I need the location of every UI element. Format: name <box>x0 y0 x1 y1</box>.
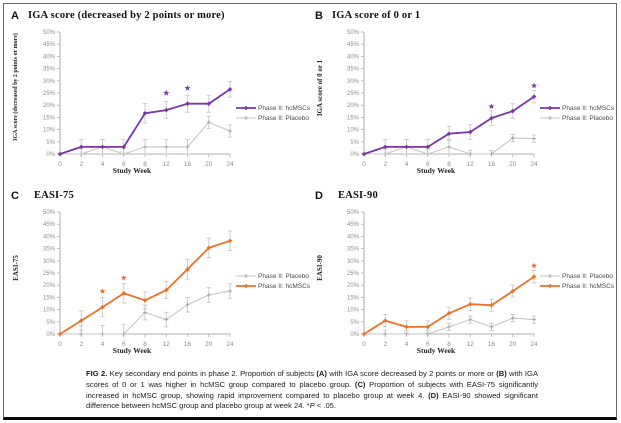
y-tick-label: 30% <box>42 258 55 265</box>
y-tick-label: 0% <box>46 332 55 338</box>
caption-segment: (D) <box>428 390 439 400</box>
x-tick-label: 24 <box>226 341 234 348</box>
y-tick-label: 5% <box>46 139 55 146</box>
panel-title: IGA score of 0 or 1 <box>332 10 421 21</box>
y-tick-label: 0% <box>350 152 359 158</box>
y-axis-label: IGA score (decreased by 2 points or more) <box>13 33 19 141</box>
x-tick-label: 0 <box>362 161 366 168</box>
x-tick-label: 20 <box>205 341 213 348</box>
line-chart-d <box>334 206 540 352</box>
legend-marker-icon <box>540 282 560 290</box>
significance-star <box>163 90 169 96</box>
legend-entry-placebo <box>236 114 310 122</box>
panel-c-easi-75 <box>8 186 311 364</box>
x-tick-label: 6 <box>121 341 126 348</box>
y-axis-label: EASI-75 <box>12 255 20 281</box>
x-tick-label: 8 <box>143 161 147 168</box>
significance-star <box>185 85 191 91</box>
legend <box>236 102 310 124</box>
data-point-marker <box>164 108 169 113</box>
x-tick-label: 4 <box>404 161 409 168</box>
data-point-marker <box>447 145 451 149</box>
legend-marker-icon <box>540 114 560 122</box>
y-tick-label: 25% <box>346 91 359 97</box>
x-axis-label: Study Week <box>112 346 152 355</box>
data-point-marker <box>447 325 451 329</box>
legend-marker-icon <box>540 272 560 280</box>
data-point-marker <box>404 145 409 150</box>
data-point-marker <box>228 289 232 293</box>
y-axis-label: IGA score of 0 or 1 <box>316 59 324 117</box>
y-tick-label: 10% <box>346 307 359 314</box>
legend-label: Phase II: hcMSCs <box>562 104 615 112</box>
legend-entry-placebo <box>540 114 614 122</box>
line-chart-c <box>30 206 236 352</box>
x-tick-label: 24 <box>226 161 234 168</box>
y-tick-label: 50% <box>42 30 55 36</box>
y-tick-label: 45% <box>42 42 55 49</box>
line-chart-a <box>30 26 236 172</box>
legend <box>236 270 310 292</box>
x-tick-label: 2 <box>79 341 84 348</box>
panel-a-iga-decreased <box>8 6 311 184</box>
x-tick-label: 4 <box>100 341 105 348</box>
data-point-marker <box>244 116 248 120</box>
data-point-marker <box>143 145 147 149</box>
data-point-marker <box>548 116 552 120</box>
significance-star <box>531 83 537 89</box>
data-point-marker <box>404 325 409 330</box>
x-tick-label: 24 <box>530 161 538 168</box>
panel-title: EASI-90 <box>338 190 378 201</box>
x-axis-label: Study Week <box>416 166 456 175</box>
y-tick-label: 10% <box>346 127 359 134</box>
panel-title: IGA score (decreased by 2 points or more) <box>28 10 225 21</box>
x-tick-label: 20 <box>205 161 213 168</box>
legend-entry-placebo <box>540 272 614 280</box>
caption-segment: (B) <box>496 369 507 378</box>
x-tick-label: 12 <box>162 341 170 348</box>
data-point-marker <box>79 332 83 336</box>
y-tick-label: 50% <box>42 210 55 216</box>
y-tick-label: 40% <box>42 234 55 241</box>
x-tick-label: 16 <box>487 341 496 348</box>
data-point-marker <box>100 145 105 150</box>
data-point-marker <box>244 106 249 111</box>
panel-letter: B <box>315 10 323 22</box>
y-tick-label: 15% <box>346 295 359 302</box>
y-tick-label: 40% <box>42 54 55 61</box>
x-tick-label: 12 <box>466 161 474 168</box>
x-tick-label: 20 <box>509 161 517 168</box>
legend-label: Phase II: Placebo <box>562 272 613 280</box>
legend-label: Phase II: hcMSCs <box>562 282 615 290</box>
significance-star <box>489 103 495 109</box>
x-tick-label: 16 <box>183 161 192 168</box>
data-point-marker <box>228 129 232 133</box>
legend-entry-hcmsc <box>236 282 310 290</box>
x-tick-label: 12 <box>466 341 474 348</box>
y-tick-label: 0% <box>350 332 359 338</box>
y-tick-label: 35% <box>42 66 55 73</box>
x-tick-label: 6 <box>425 161 430 168</box>
legend-label: Phase II: Placebo <box>258 114 309 122</box>
significance-star <box>100 288 106 294</box>
y-tick-label: 30% <box>42 78 55 85</box>
y-tick-label: 45% <box>42 222 55 229</box>
panel-d-easi-90 <box>312 186 615 364</box>
y-tick-label: 15% <box>42 115 55 122</box>
y-tick-label: 40% <box>346 54 359 61</box>
y-tick-label: 35% <box>346 66 359 73</box>
data-point-marker <box>244 274 248 278</box>
caption-segment: < .05. <box>314 401 337 411</box>
data-point-marker <box>207 293 211 297</box>
y-tick-label: 5% <box>46 319 55 326</box>
data-point-marker <box>383 145 388 150</box>
x-axis-label: Study Week <box>112 166 152 175</box>
panel-letter: D <box>315 190 323 202</box>
y-tick-label: 10% <box>42 127 55 134</box>
data-point-marker <box>101 332 105 336</box>
caption-segment: (A) <box>316 369 327 378</box>
y-tick-label: 35% <box>346 246 359 253</box>
significance-star <box>121 275 127 281</box>
y-tick-label: 25% <box>42 91 55 97</box>
data-point-marker <box>185 101 190 106</box>
y-tick-label: 0% <box>46 152 55 158</box>
x-tick-label: 0 <box>362 341 366 348</box>
x-tick-label: 20 <box>509 341 517 348</box>
legend-entry-placebo <box>236 272 310 280</box>
x-tick-label: 8 <box>447 341 451 348</box>
x-tick-label: 6 <box>425 341 430 348</box>
line-chart-b <box>334 26 540 172</box>
caption-segment: with IGA score decreased by 2 points or more or <box>326 369 497 378</box>
data-point-marker <box>548 106 553 111</box>
y-tick-label: 20% <box>42 283 55 290</box>
panel-letter: C <box>11 190 19 202</box>
y-tick-label: 15% <box>42 295 55 302</box>
x-tick-label: 2 <box>383 341 388 348</box>
caption-segment: (C) <box>354 379 366 389</box>
x-tick-label: 4 <box>404 341 409 348</box>
data-point-marker <box>58 152 63 157</box>
caption-segment: Proportion of subjects with EASI-75 significantly increased in hcMSC group, showing rapid improvement compared to placebo group at week 4. <box>86 379 538 400</box>
x-tick-label: 0 <box>58 161 62 168</box>
legend-marker-icon <box>236 104 256 112</box>
data-point-marker <box>244 284 249 289</box>
legend <box>540 270 614 292</box>
caption-segment: Key secondary end points in phase 2. Proportion of subjects <box>107 369 317 378</box>
y-tick-label: 20% <box>42 103 55 110</box>
y-tick-label: 50% <box>346 30 359 36</box>
caption-segment: P <box>309 401 315 411</box>
y-tick-label: 45% <box>346 42 359 49</box>
data-point-marker <box>164 145 168 149</box>
x-axis-label: Study Week <box>416 346 456 355</box>
x-tick-label: 16 <box>487 161 496 168</box>
data-point-marker <box>362 152 367 157</box>
legend-entry-hcmsc <box>236 104 310 112</box>
y-tick-label: 15% <box>346 115 359 122</box>
x-tick-label: 8 <box>447 161 451 168</box>
y-tick-label: 30% <box>346 258 359 265</box>
panel-letter: A <box>11 10 19 22</box>
y-tick-label: 40% <box>346 234 359 241</box>
x-tick-label: 4 <box>100 161 105 168</box>
legend-marker-icon <box>236 272 256 280</box>
legend-entry-hcmsc <box>540 282 614 290</box>
significance-star <box>531 263 537 269</box>
y-tick-label: 20% <box>346 103 359 110</box>
y-tick-label: 25% <box>346 271 359 277</box>
data-point-marker <box>468 152 472 156</box>
legend-marker-icon <box>236 282 256 290</box>
legend-label: Phase II: Placebo <box>258 272 309 280</box>
x-tick-label: 2 <box>79 161 84 168</box>
y-axis-label: EASI-90 <box>316 255 324 281</box>
y-tick-label: 45% <box>346 222 359 229</box>
panel-b-iga-0-or-1 <box>312 6 615 184</box>
y-tick-label: 50% <box>346 210 359 216</box>
legend-entry-hcmsc <box>540 104 614 112</box>
figure-caption <box>86 369 538 412</box>
y-tick-label: 5% <box>350 319 359 326</box>
data-point-marker <box>490 325 494 329</box>
data-point-marker <box>511 316 515 320</box>
data-point-marker <box>468 318 472 322</box>
legend-label: Phase II: hcMSCs <box>258 104 311 112</box>
y-tick-label: 5% <box>350 139 359 146</box>
caption-segment: EASI-90 showed significant difference between hcMSC group and placebo group at week 24. * <box>86 390 538 411</box>
data-point-marker <box>383 332 387 336</box>
y-tick-label: 10% <box>42 307 55 314</box>
legend-marker-icon <box>540 104 560 112</box>
y-tick-label: 35% <box>42 246 55 253</box>
x-tick-label: 24 <box>530 341 538 348</box>
y-tick-label: 20% <box>346 283 359 290</box>
data-point-marker <box>548 284 553 289</box>
data-point-marker <box>532 318 536 322</box>
legend-marker-icon <box>236 114 256 122</box>
caption-segment: with IGA scores of 0 or 1 was higher in hcMSC group compared to placebo group. <box>86 369 539 389</box>
y-tick-label: 30% <box>346 78 359 85</box>
x-tick-label: 6 <box>121 161 126 168</box>
data-point-marker <box>532 137 536 141</box>
data-point-marker <box>228 238 233 243</box>
data-point-marker <box>548 274 552 278</box>
panel-title: EASI-75 <box>34 190 74 201</box>
legend <box>540 102 614 124</box>
legend-label: Phase II: hcMSCs <box>258 282 311 290</box>
x-tick-label: 8 <box>143 341 147 348</box>
x-tick-label: 2 <box>383 161 388 168</box>
x-tick-label: 0 <box>58 341 62 348</box>
x-tick-label: 16 <box>183 341 192 348</box>
legend-label: Phase II: Placebo <box>562 114 613 122</box>
caption-segment: FIG 2. <box>86 369 108 378</box>
y-tick-label: 25% <box>42 271 55 277</box>
x-tick-label: 12 <box>162 161 170 168</box>
